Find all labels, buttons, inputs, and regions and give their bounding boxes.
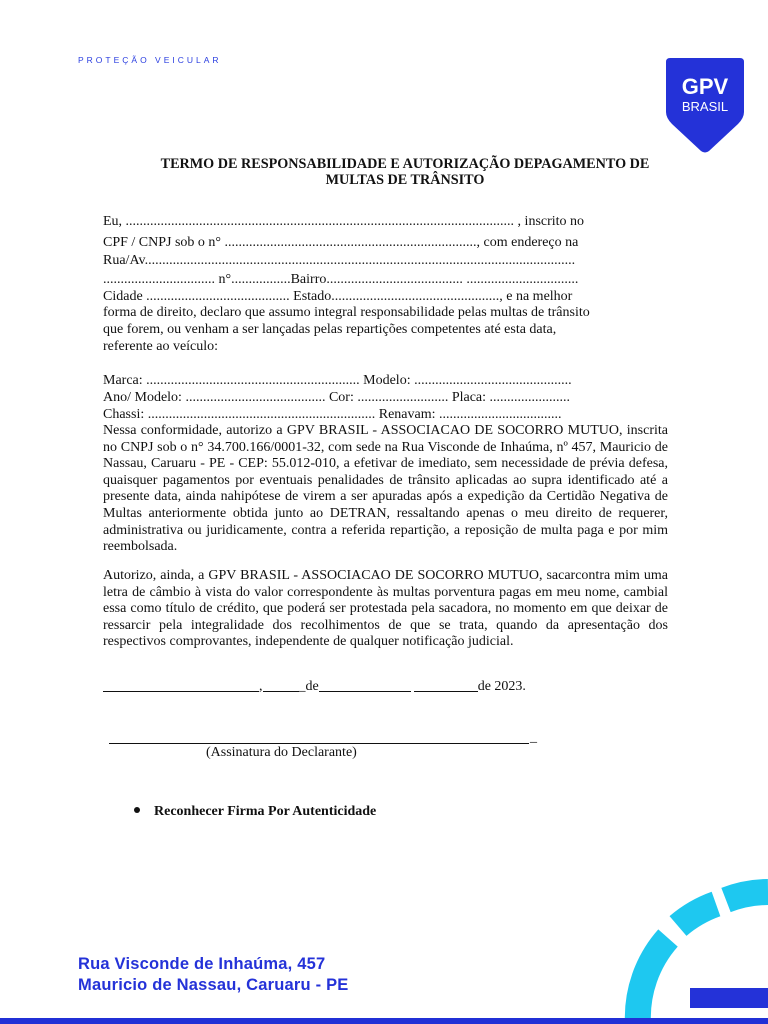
- city-blank: [103, 677, 259, 692]
- signature-line: [109, 743, 529, 744]
- bullet-item: [134, 804, 376, 820]
- field-numero-bairro: ................................ n°.................Bairro....................................... ................................: [103, 272, 579, 287]
- day-blank: [263, 677, 299, 692]
- gpv-brasil-logo: [664, 56, 746, 154]
- footer-bar: [0, 1018, 768, 1024]
- logo-text-top: GPV: [681, 74, 729, 99]
- month-blank-1: [319, 677, 411, 692]
- field-cidade-estado: Cidade ......................................... Estado................................................, e na melhor: [103, 289, 573, 304]
- title-line-2: MULTAS DE TRÂNSITO: [325, 172, 485, 188]
- field-nome: Eu, ............................................................................................................... , inscrito no: [103, 214, 585, 229]
- footer-address-line-2: Mauricio de Nassau, Caruaru - PE: [78, 976, 349, 994]
- date-line: [103, 677, 563, 695]
- declaration-line-3: referente ao veículo:: [103, 339, 219, 354]
- header-tagline: PROTEÇÃO VEICULAR: [78, 55, 222, 65]
- bullet-dot-icon: [134, 807, 140, 813]
- declaration-line-2: que forem, ou venham a ser lançadas pelas repartições competentes até esta data,: [103, 322, 557, 337]
- title-line-1: TERMO DE RESPONSABILIDADE E AUTORIZAÇÃO DEPAGAMENTO DE: [160, 156, 650, 172]
- field-cpf: CPF / CNPJ sob o n° ........................................................................, com endereço na: [103, 235, 579, 250]
- decorative-ring-icon: [598, 878, 768, 1024]
- signature-trail: _: [530, 730, 537, 745]
- footer-address-line-1: Rua Visconde de Inhaúma, 457: [78, 955, 326, 973]
- field-chassi-renavam: Chassi: ................................................................. Renavam: ...................................: [103, 407, 562, 422]
- bullet-text: Reconhecer Firma Por Autenticidade: [154, 804, 377, 819]
- document-title: [120, 156, 690, 188]
- month-blank-2: [414, 677, 478, 692]
- field-marca-modelo: Marca: ............................................................. Modelo: .............................................: [103, 373, 572, 388]
- field-ano-cor-placa: Ano/ Modelo: ........................................ Cor: .......................... Placa: .......................: [103, 390, 571, 405]
- authorization-paragraph-2: Autorizo, ainda, a GPV BRASIL - ASSOCIACAO DE SOCORRO MUTUO, sacarcontra mim uma letra de câmbio à vista do valor correspondente às multas porventura pagas em meu nome, cambial essa como título de crédito, que poderá ser protestada pela sacadora, no momento em que deixar de ressarcir pela integralidade dos recolhimentos de que se trata, quando da apresentação dos respectivos comprovantes, independente de qualquer notificação judicial.: [103, 568, 668, 650]
- field-rua: Rua/Av...........................................................................................................................: [103, 253, 576, 268]
- date-comma: ,: [259, 679, 263, 694]
- signature-label: (Assinatura do Declarante): [206, 745, 357, 760]
- date-de: _de: [298, 679, 319, 694]
- declaration-line-1: forma de direito, declaro que assumo integral responsabilidade pelas multas de trânsito: [103, 305, 590, 320]
- authorization-paragraph-1: Nessa conformidade, autorizo a GPV BRASIL - ASSOCIACAO DE SOCORRO MUTUO, inscrita no CNPJ sob o n° 34.700.166/0001-32, com sede na Rua Visconde de Inhaúma, nº 457, Mauricio de Nassau, Caruaru - PE - CEP: 55.012-010, a efetivar de imediato, sem necessidade de prévia defesa, quaisquer pagamentos por eventuais penalidades de trânsito aplicadas ao supra identificado até a presente data, ainda nahipótese de virem a ser apuradas após a expedição da Certidão Negativa de Multas anteriormente obtida junto ao DETRAN, ressaltando apenas o meu direito de requerer, administrativa ou juridicamente, contra a referida repartição, a reposição de multa paga e por mim reembolsada.: [103, 423, 668, 555]
- date-year: de 2023.: [477, 679, 526, 694]
- logo-text-bottom: BRASIL: [681, 99, 729, 114]
